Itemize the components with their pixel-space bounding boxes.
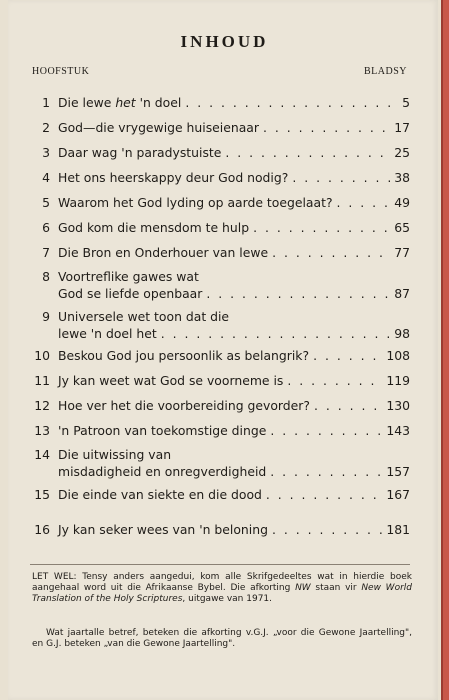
leader-dots <box>263 119 390 136</box>
leader-dots <box>313 347 382 364</box>
page-number: 119 <box>386 373 410 388</box>
chapter-title: 'n Patroon van toekomstige dinge <box>58 423 267 438</box>
page-number: 167 <box>386 487 410 502</box>
chapter-number: 5 <box>42 195 50 210</box>
toc-entry <box>30 94 410 111</box>
chapter-number: 12 <box>34 398 50 413</box>
page-number: 77 <box>394 245 410 260</box>
leader-dots <box>270 422 382 439</box>
chapter-title: God—die vrygewige huiseienaar <box>58 120 259 135</box>
chapter-title-continued: God se liefde openbaar <box>58 286 203 301</box>
chapter-title-continued: misdadigheid en onregverdigheid <box>58 464 267 479</box>
toc-entry <box>30 486 410 503</box>
chapter-title: Voortreflike gawes wat <box>58 269 199 284</box>
leader-dots <box>292 169 390 186</box>
chapter-title: Het ons heerskappy deur God nodig? <box>58 170 289 185</box>
toc-entry <box>30 244 410 261</box>
chapter-number: 9 <box>42 309 50 324</box>
chapter-number: 7 <box>42 245 50 260</box>
toc-entry <box>30 397 410 414</box>
red-page-edge <box>441 0 449 700</box>
toc-entry <box>30 119 410 136</box>
page-number: 143 <box>386 423 410 438</box>
page-title: INHOUD <box>180 32 269 51</box>
chapter-title: Daar wag 'n paradystuiste <box>58 145 222 160</box>
toc-entry <box>30 308 410 342</box>
chapter-title: Jy kan seker wees van 'n beloning <box>58 522 268 537</box>
chapter-title: Universele wet toon dat die <box>58 309 230 324</box>
chapter-number: 2 <box>42 120 50 135</box>
chapter-number: 16 <box>34 522 50 537</box>
page-number: 17 <box>394 120 410 135</box>
chapter-number: 6 <box>42 220 50 235</box>
chapter-number: 8 <box>42 269 50 284</box>
column-header-chapter: HOOFSTUK <box>32 66 90 77</box>
chapter-title: Jy kan weet wat God se voorneme is <box>58 373 284 388</box>
page-number: 87 <box>394 286 410 301</box>
page-number: 5 <box>402 95 410 110</box>
chapter-number: 13 <box>34 423 50 438</box>
leader-dots <box>270 463 382 480</box>
page-number: 98 <box>394 326 410 341</box>
chapter-title: Die uitwissing van <box>58 447 172 462</box>
leader-dots <box>253 219 390 236</box>
toc-entry <box>30 372 410 389</box>
footnote-paragraph: LET WEL: Tensy anders aangedui, kom alle Skrifgedeeltes wat in hierdie boek aangehaal word uit die Afrikaanse Bybel. Die afkorting NW staan vir New World Translation of the Holy Scriptures, uitgawe van 1971. <box>32 572 412 605</box>
leader-dots <box>206 285 390 302</box>
page-number: 38 <box>394 170 410 185</box>
chapter-number: 4 <box>42 170 50 185</box>
toc-entry <box>30 268 410 302</box>
chapter-title: God kom die mensdom te hulp <box>58 220 250 235</box>
chapter-title: Die lewe het 'n doel <box>58 95 182 110</box>
chapter-number: 3 <box>42 145 50 160</box>
page-number: 65 <box>394 220 410 235</box>
chapter-title: Die Bron en Onderhouer van lewe <box>58 245 269 260</box>
toc-entry <box>30 219 410 236</box>
leader-dots <box>272 521 382 538</box>
chapter-title: Beskou God jou persoonlik as belangrik? <box>58 348 310 363</box>
leader-dots <box>287 372 382 389</box>
toc-entry <box>30 194 410 211</box>
leader-dots <box>337 194 391 211</box>
leader-dots <box>314 397 382 414</box>
column-header-page: BLADSY <box>363 66 407 77</box>
toc-entry <box>30 347 410 364</box>
page-number: 108 <box>386 348 410 363</box>
page-number: 157 <box>386 464 410 479</box>
chapter-title-continued: lewe 'n doel het <box>58 326 157 341</box>
footnote-paragraph-dates: Wat jaartalle betref, beteken die afkorting v.G.J. „voor die Gewone Jaartelling", en G.J. beteken „van die Gewone Jaartelling". <box>32 628 412 650</box>
chapter-number: 11 <box>34 373 50 388</box>
page-number: 25 <box>394 145 410 160</box>
page-number: 181 <box>386 522 410 537</box>
toc-entry <box>30 169 410 186</box>
leader-dots <box>185 94 398 111</box>
toc-entry <box>30 446 410 480</box>
toc-entry <box>30 422 410 439</box>
leader-dots <box>272 244 390 261</box>
footnote-divider <box>30 564 410 565</box>
leader-dots <box>161 325 390 342</box>
page-number: 130 <box>386 398 410 413</box>
leader-dots <box>225 144 390 161</box>
chapter-title: Die einde van siekte en die dood <box>58 487 262 502</box>
chapter-number: 15 <box>34 487 50 502</box>
chapter-title: Hoe ver het die voorbereiding gevorder? <box>58 398 310 413</box>
leader-dots <box>266 486 382 503</box>
chapter-title: Waarom het God lyding op aarde toegelaat? <box>58 195 333 210</box>
page-number: 49 <box>394 195 410 210</box>
chapter-number: 1 <box>42 95 50 110</box>
chapter-number: 10 <box>34 348 50 363</box>
toc-entry <box>30 144 410 161</box>
chapter-number: 14 <box>34 447 50 462</box>
toc-entry <box>30 521 410 538</box>
